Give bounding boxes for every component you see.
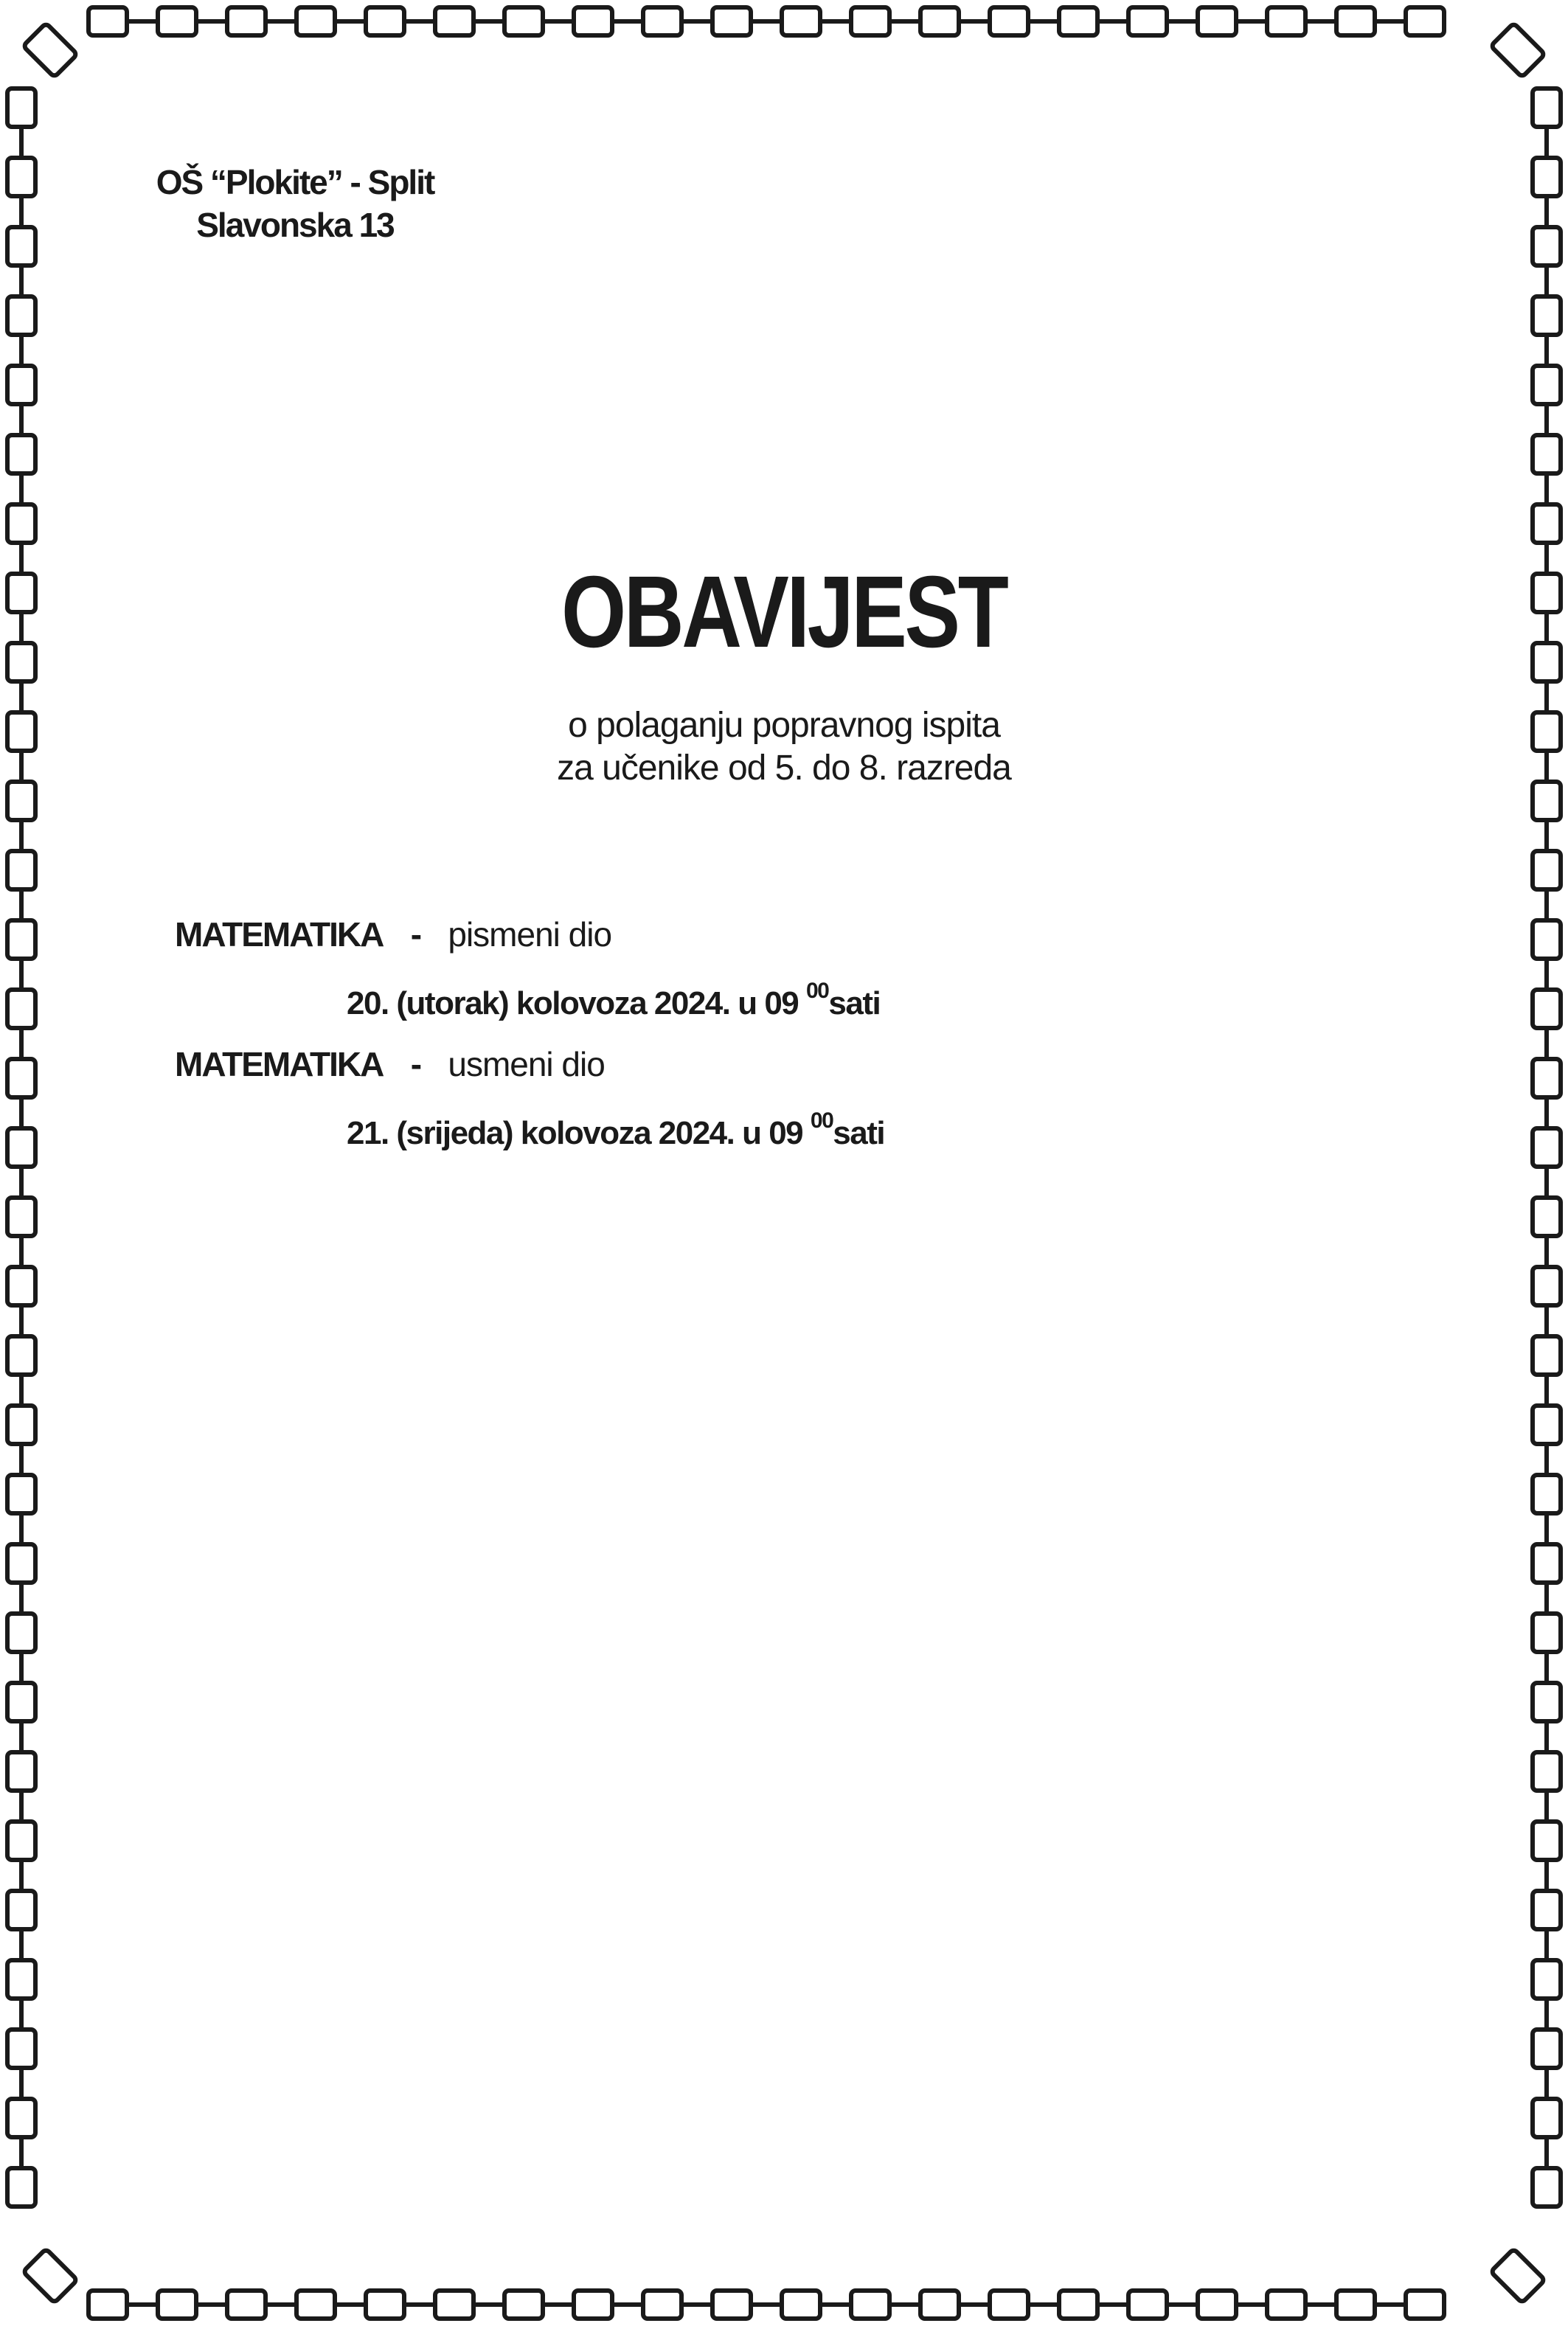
chain-link <box>1533 88 1561 127</box>
chain-link <box>158 7 196 35</box>
chain-link <box>1267 7 1305 35</box>
chain-link <box>7 1752 35 1791</box>
date-text: 20. (utorak) kolovoza 2024. u 09 <box>347 985 799 1021</box>
chain-link <box>712 7 751 35</box>
chain-link <box>7 435 35 473</box>
chain-link <box>366 7 404 35</box>
chain-link <box>7 2099 35 2137</box>
chain-link <box>296 2291 335 2319</box>
chain-link <box>1533 990 1561 1028</box>
chain-link <box>7 1822 35 1860</box>
separator: - <box>410 1045 421 1083</box>
chain-link <box>7 1475 35 1513</box>
chain-corner-link <box>23 2249 77 2303</box>
chain-link <box>7 1406 35 1444</box>
chain-link <box>1059 2291 1097 2319</box>
chain-link <box>435 7 473 35</box>
chain-link <box>227 7 266 35</box>
time-suffix: sati <box>828 985 881 1021</box>
chain-link <box>504 2291 543 2319</box>
chain-link <box>89 2291 127 2319</box>
chain-link <box>435 2291 473 2319</box>
chain-link <box>1533 1683 1561 1721</box>
chain-link <box>7 990 35 1028</box>
chain-link <box>504 7 543 35</box>
chain-link <box>1533 1544 1561 1583</box>
chain-link <box>158 2291 196 2319</box>
chain-link <box>782 7 820 35</box>
exam-date-written <box>347 979 881 1022</box>
chain-link <box>1533 1128 1561 1167</box>
chain-link <box>7 1059 35 1097</box>
chain-link <box>1533 2030 1561 2068</box>
chain-link <box>1533 504 1561 543</box>
chain-link <box>1336 7 1375 35</box>
chain-link <box>1533 435 1561 473</box>
chain-link <box>712 2291 751 2319</box>
chain-corner-link <box>23 23 77 77</box>
chain-link <box>1198 7 1236 35</box>
notice-subtitle <box>0 704 1568 790</box>
exam-part: usmeni dio <box>448 1045 605 1083</box>
chain-link <box>7 1960 35 1999</box>
chain-link <box>227 2291 266 2319</box>
exam-subject-written <box>175 914 611 954</box>
chain-link <box>1198 2291 1236 2319</box>
chain-link <box>7 296 35 335</box>
chain-link <box>7 574 35 612</box>
chain-link <box>1533 1891 1561 1929</box>
chain-link <box>7 920 35 959</box>
chain-link <box>1336 2291 1375 2319</box>
chain-link <box>1533 296 1561 335</box>
chain-link <box>1533 920 1561 959</box>
school-name: OŠ “Plokite” - Split <box>156 163 434 201</box>
school-address: Slavonska 13 <box>196 206 394 244</box>
chain-link <box>7 643 35 681</box>
exam-part: pismeni dio <box>448 915 612 954</box>
subject-label: MATEMATIKA <box>175 915 384 954</box>
chain-link <box>1533 2099 1561 2137</box>
chain-link <box>7 1336 35 1375</box>
chain-link <box>1533 851 1561 889</box>
chain-link <box>1533 366 1561 404</box>
chain-link <box>1533 1822 1561 1860</box>
chain-link <box>1533 1406 1561 1444</box>
chain-link <box>7 1891 35 1929</box>
chain-link <box>7 851 35 889</box>
chain-link <box>1533 1198 1561 1236</box>
subtitle-line-1: o polaganju popravnog ispita <box>568 706 1000 745</box>
chain-link <box>1533 574 1561 612</box>
chain-link <box>1533 1614 1561 1652</box>
chain-link <box>7 227 35 265</box>
chain-link <box>7 88 35 127</box>
chain-link <box>7 1267 35 1305</box>
time-minutes: 00 <box>806 979 829 1004</box>
chain-link <box>1533 227 1561 265</box>
chain-link <box>7 1683 35 1721</box>
chain-link <box>1533 1059 1561 1097</box>
chain-link <box>7 1614 35 1652</box>
page-title: OBAVIJEST <box>561 555 1007 669</box>
chain-link <box>782 2291 820 2319</box>
exam-date-oral <box>347 1108 885 1152</box>
chain-link <box>7 158 35 196</box>
chain-link <box>1533 2168 1561 2207</box>
chain-link <box>990 7 1028 35</box>
chain-link <box>1533 1960 1561 1999</box>
chain-link <box>990 2291 1028 2319</box>
chain-link <box>1267 2291 1305 2319</box>
chain-link <box>89 7 127 35</box>
chain-link <box>1059 7 1097 35</box>
chain-link <box>574 2291 612 2319</box>
chain-link <box>7 1128 35 1167</box>
date-text: 21. (srijeda) kolovoza 2024. u 09 <box>347 1115 803 1151</box>
chain-link <box>7 504 35 543</box>
chain-link <box>1406 2291 1444 2319</box>
chain-link <box>7 2030 35 2068</box>
separator: - <box>410 915 421 954</box>
chain-link <box>7 1198 35 1236</box>
chain-corner-link <box>1491 2249 1545 2303</box>
chain-link <box>296 7 335 35</box>
chain-link <box>574 7 612 35</box>
chain-link <box>7 366 35 404</box>
chain-link <box>366 2291 404 2319</box>
chain-link <box>643 2291 681 2319</box>
chain-link <box>920 7 959 35</box>
chain-link <box>851 2291 889 2319</box>
chain-link <box>1533 1475 1561 1513</box>
chain-link <box>1406 7 1444 35</box>
chain-link <box>1128 7 1167 35</box>
chain-link <box>1533 158 1561 196</box>
chain-link <box>643 7 681 35</box>
school-header <box>148 161 443 246</box>
time-minutes: 00 <box>810 1108 833 1134</box>
chain-link <box>1533 1752 1561 1791</box>
chain-link <box>1533 1267 1561 1305</box>
time-suffix: sati <box>833 1115 885 1151</box>
chain-corner-link <box>1491 23 1545 77</box>
chain-link <box>1533 1336 1561 1375</box>
chain-link <box>7 1544 35 1583</box>
subtitle-line-2: za učenike od 5. do 8. razreda <box>557 749 1011 788</box>
subject-label: MATEMATIKA <box>175 1045 384 1083</box>
chain-link <box>851 7 889 35</box>
chain-link <box>1128 2291 1167 2319</box>
exam-subject-oral <box>175 1044 605 1084</box>
chain-link <box>7 2168 35 2207</box>
chain-link <box>1533 643 1561 681</box>
chain-link <box>920 2291 959 2319</box>
